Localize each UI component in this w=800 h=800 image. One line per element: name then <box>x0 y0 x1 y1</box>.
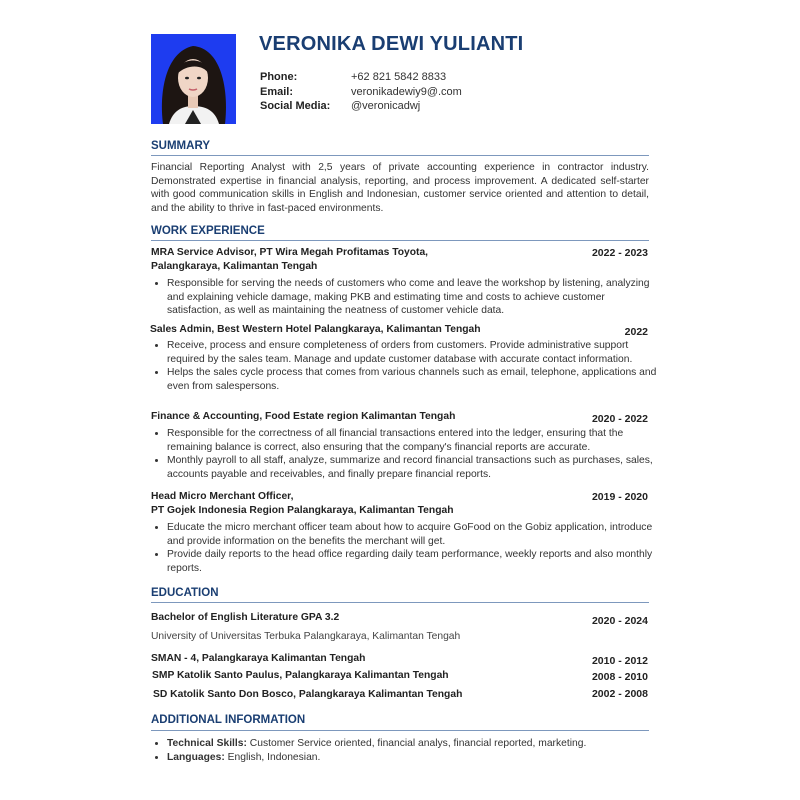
work-experience-heading: WORK EXPERIENCE <box>151 225 265 237</box>
job-bullet: • Receive, process and ensure completeness of orders from customers. Provide administrative support required by the sales team. Manage and update customer database with accurate contact information. <box>167 339 657 366</box>
job-title-line: Head Micro Merchant Officer, <box>151 491 294 502</box>
education-divider <box>151 602 649 603</box>
phone-value: +62 821 5842 8833 <box>351 71 447 83</box>
education-date: 2008 - 2010 <box>591 671 648 683</box>
education-date: 2002 - 2008 <box>591 688 648 700</box>
job-bullets <box>151 339 657 393</box>
job-title <box>151 490 551 518</box>
phone-label: Phone: <box>260 71 298 83</box>
job-bullet: • Educate the micro merchant officer team about how to acquire GoFood on the Gobiz application, introduce and provide information on the benefits the merchant will get. <box>167 521 657 548</box>
work-divider <box>151 240 649 241</box>
job-bullets <box>151 427 657 481</box>
job-date: 2019 - 2020 <box>591 491 648 503</box>
job-title <box>151 246 551 274</box>
education-school: SMP Katolik Santo Paulus, Palangkaraya Kalimantan Tengah <box>152 670 449 681</box>
languages-value: English, Indonesian. <box>224 751 321 763</box>
job-location-line: PT Gojek Indonesia Region Palangkaraya, Kalimantan Tengah <box>151 505 454 516</box>
technical-skills-label: Technical Skills: <box>167 738 247 749</box>
additional-info-heading: ADDITIONAL INFORMATION <box>151 714 306 726</box>
additional-info-list <box>151 737 657 764</box>
job-bullets <box>151 521 657 575</box>
job-bullet: • Responsible for serving the needs of customers who come and leave the workshop by listening, analyzing and explaining vehicle damage, making PKB and estimating time and costs to achieve customer satisfaction, as well as maintaining the neatness of customer vehicle data. <box>167 277 657 318</box>
summary-divider <box>151 155 649 156</box>
email-value: veronikadewiy9@.com <box>351 86 462 98</box>
candidate-name: VERONIKA DEWI YULIANTI <box>259 33 524 55</box>
job-date: 2022 <box>624 326 648 338</box>
education-school: SMAN - 4, Palangkaraya Kalimantan Tengah <box>151 653 366 664</box>
summary-text: Financial Reporting Analyst with 2,5 years of private accounting experience in contractor industry. Demonstrated expertise in financial analysis, reporting, and process improvement. A dedicated self-starter with good communication skills in English and Indonesian, customer service oriented and attention to detail, and the ability to thrive in fast-paced environments. <box>151 162 649 214</box>
education-degree: Bachelor of English Literature GPA 3.2 <box>151 612 340 623</box>
job-bullet: • Monthly payroll to all staff, analyze, summarize and record financial transactions such as purchases, sales, accounts payable and receivables, and finally prepare financial reports. <box>167 454 657 481</box>
education-date: 2020 - 2024 <box>591 615 648 627</box>
summary-heading: SUMMARY <box>151 140 210 152</box>
languages-label: Languages: <box>167 751 225 763</box>
email-label: Email: <box>260 86 294 98</box>
social-media-label: Social Media: <box>260 100 331 112</box>
social-media-value: @veronicadwj <box>351 100 421 112</box>
profile-photo <box>151 34 236 124</box>
additional-divider <box>151 730 649 731</box>
job-date: 2022 - 2023 <box>591 247 648 259</box>
technical-skills-item <box>167 737 657 751</box>
job-title: Finance & Accounting, Food Estate region Kalimantan Tengah <box>151 411 456 422</box>
technical-skills-value: Customer Service oriented, financial analys, financial reported, marketing. <box>246 738 587 749</box>
job-bullets <box>151 277 657 318</box>
education-date: 2010 - 2012 <box>591 655 648 667</box>
job-bullet: • Provide daily reports to the head office regarding daily team performance, weekly reports and also monthly reports. <box>167 548 657 575</box>
job-location-line: Palangkaraya, Kalimantan Tengah <box>151 261 318 272</box>
job-title: Sales Admin, Best Western Hotel Palangkaraya, Kalimantan Tengah <box>150 324 481 335</box>
education-heading: EDUCATION <box>151 587 219 599</box>
education-school: SD Katolik Santo Don Bosco, Palangkaraya Kalimantan Tengah <box>153 689 463 700</box>
job-bullet: • Helps the sales cycle process that comes from various channels such as email, telephone, applications and even from salespersons. <box>167 366 657 393</box>
job-bullet: • Responsible for the correctness of all financial transactions entered into the ledger, ensuring that the remaining balance is correct, also ensuring that the company's financial reports are accurate. <box>167 427 657 454</box>
job-date: 2020 - 2022 <box>591 413 648 425</box>
education-institution: University of Universitas Terbuka Palangkaraya, Kalimantan Tengah <box>151 631 461 642</box>
job-title-line: MRA Service Advisor, PT Wira Megah Profitamas Toyota, <box>151 247 429 258</box>
languages-item <box>167 751 657 765</box>
